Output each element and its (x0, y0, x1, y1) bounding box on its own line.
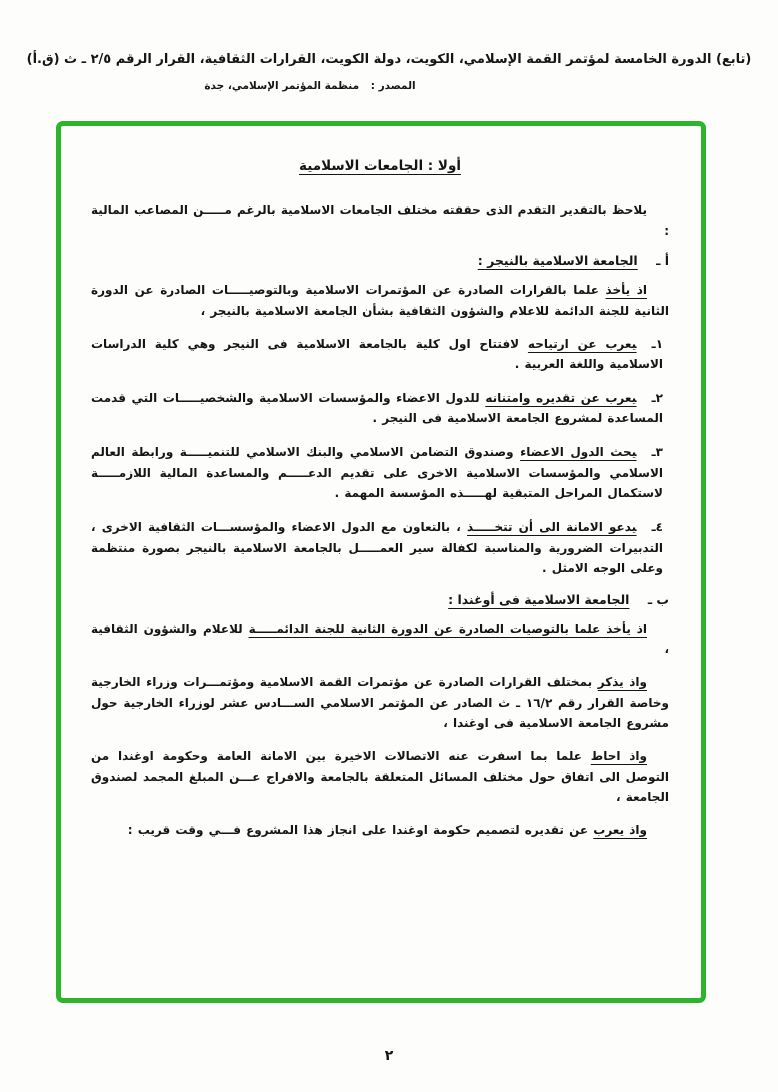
numbered-item-2-text: للدول الاعضاء والمؤسسات الاسلامية والشخصيـــــات التي قدمت المساعدة لمشروع الجامعة الاسلامية فى النيجر . (91, 390, 663, 426)
paragraph-uganda-preamble-3-lead: واذ احاط (590, 748, 648, 763)
paragraph-uganda-preamble-3 (91, 746, 669, 808)
heading-uganda (91, 592, 669, 607)
header-citation: (تابع) الدورة الخامسة لمؤتمر القمة الإسلامي، الكويت، دولة الكويت، القرارات الثقافية، القرار الرقم ٢/٥ ـ ث (ق.أ) (26, 52, 752, 67)
green-frame (56, 121, 706, 1003)
paragraph-uganda-preamble-3-text: علما بما اسفرت عنه الاتصالات الاخيرة بين الامانة العامة وحكومة اوغندا من التوصل الى اتفاق حول مختلف المسائل المتعلقة بالجامعة والافراج عـــن المبلغ المجمد لصندوق الجامعة ، (91, 748, 669, 805)
heading-niger-text: الجامعة الاسلامية بالنيجر : (477, 253, 638, 269)
numbered-item-3 (91, 442, 669, 504)
doc-title-text: أولا : الجامعات الاسلامية (299, 158, 461, 174)
numbered-item-4-lead: يدعو الامانة الى أن تتخـــــذ (467, 519, 637, 534)
numbered-item-3-marker: ٣ـ (651, 445, 663, 459)
paragraph-uganda-preamble-4 (91, 820, 669, 841)
numbered-item-1-text: لافتتاح اول كلية بالجامعة الاسلامية فى النيجر وهي كلية الدراسات الاسلامية واللغة العربية . (91, 336, 663, 372)
heading-uganda-text: الجامعة الاسلامية فى أوغندا : (448, 591, 630, 607)
doc-title (91, 158, 669, 174)
numbered-item-2 (91, 388, 669, 429)
numbered-item-2-lead: يعرب عن تقديره وامتنانه (485, 390, 637, 405)
paragraph-uganda-preamble-1 (91, 619, 669, 660)
numbered-item-4-text: ، بالتعاون مع الدول الاعضاء والمؤسســـات الثقافية الاخرى ، التدبيرات الضرورية والمناسبة لكفالة سير العمـــــل بالجامعة الاسلامية بالنيجر بصورة منتظمة وعلى الوجه الامثل . (91, 519, 663, 576)
header-source-label: المصدر : (370, 80, 416, 92)
numbered-item-4 (91, 517, 669, 579)
heading-uganda-marker: ب ـ (647, 591, 669, 607)
page-number: ٢ (384, 1048, 394, 1064)
numbered-item-1-lead: يعرب عن ارتياحه (527, 336, 637, 351)
numbered-item-2-marker: ٢ـ (651, 390, 663, 405)
header-source-value: منظمة المؤتمر الإسلامي، جدة (204, 80, 360, 92)
paragraph-uganda-preamble-4-text: عن تقديره لتصميم حكومة اوغندا على انجاز هذا المشروع فـــي وقت قريب : (127, 822, 594, 837)
paragraph-uganda-preamble-1-lead: اذ يأخذ علما بالتوصيات الصادرة عن الدورة الثانية للجنة الدائمـــــة (248, 621, 647, 636)
paragraph-uganda-preamble-1-text: للاعلام والشؤون الثقافية ، (91, 621, 669, 657)
numbered-item-1 (91, 334, 669, 375)
numbered-item-1-marker: ١ـ (651, 336, 664, 351)
numbered-item-3-text: وصندوق التضامن الاسلامي والبنك الاسلامي للتنميـــــة ورابطة العالم الاسلامي والمؤسسات الاسلامية الاخرى على تقديم الدعـــــم والمساعدة المالية اللازمـــــة لاستكمال المراحل المتبقية لهـــــذه المؤسسة المهمة . (91, 445, 663, 501)
paragraph-uganda-preamble-2 (91, 672, 669, 734)
header-source (0, 80, 620, 92)
paragraph-niger-preamble (91, 280, 669, 321)
intro-paragraph-text: يلاحظ بالتقدير التقدم الذى حققته مختلف الجامعات الاسلامية بالرغم مـــــن المصاعب المالية : (91, 203, 669, 238)
paragraph-niger-preamble-lead: اذ يأخذ (605, 283, 647, 298)
paragraph-uganda-preamble-2-lead: واذ يذكر (597, 675, 648, 689)
heading-niger (91, 253, 669, 268)
intro-paragraph (91, 200, 669, 241)
numbered-item-4-marker: ٤ـ (651, 519, 663, 534)
numbered-item-3-lead: يحث الدول الاعضاء (520, 445, 637, 459)
paragraph-niger-preamble-text: علما بالقرارات الصادرة عن المؤتمرات الاسلامية وبالتوصيـــــات الصادرة عن الدورة الثانية للجنة الدائمة للاعلام والشؤون الثقافية بشأن الجامعة الاسلامية بالنيجر ، (91, 283, 669, 318)
paragraph-uganda-preamble-2-text: بمختلف القرارات الصادرة عن مؤتمرات القمة الاسلامية ومؤتمـــرات وزراء الخارجية وخاصة القرار رقم ١٦/٢ ـ ث الصادر عن المؤتمر الاسلامي الســـادس عشر لوزراء الخارجية حول مشروع الجامعة الاسلامية فى اوغندا ، (91, 675, 670, 731)
paragraph-uganda-preamble-4-lead: واذ يعرب (593, 822, 647, 837)
heading-niger-marker: أ ـ (656, 253, 669, 269)
